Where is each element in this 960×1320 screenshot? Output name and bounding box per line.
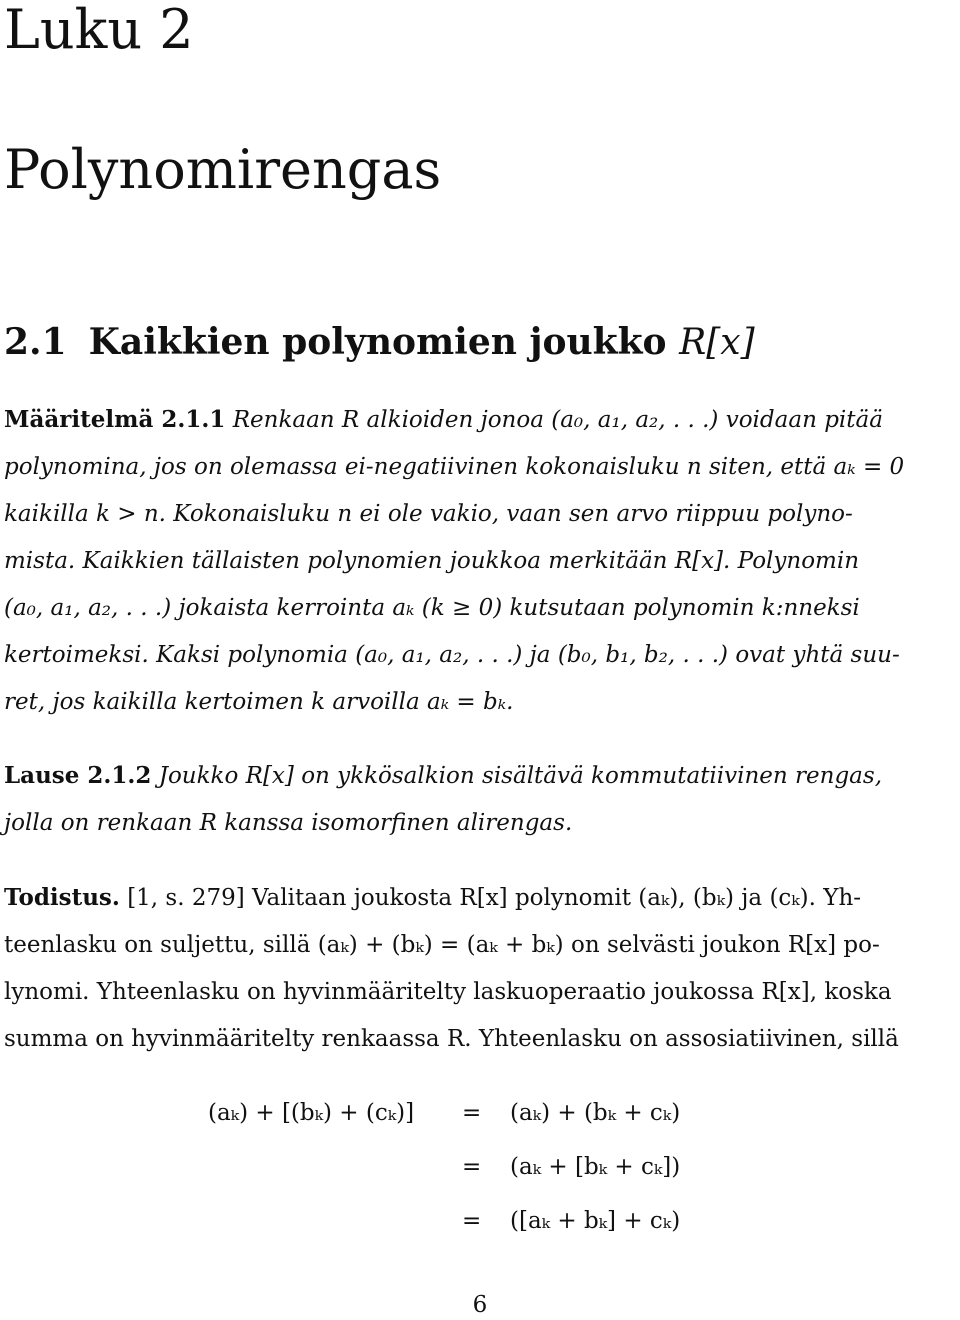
definition-text: Renkaan R alkioiden jonoa (a₀, a₁, a₂, . . .) voidaan pitää (225, 407, 883, 433)
equation-rhs: ([aₖ + bₖ] + cₖ) (510, 1208, 681, 1234)
definition-line: mista. Kaikkien tällaisten polynomien joukkoa merkitään R[x]. Polynomin (4, 548, 860, 574)
proof-line (4, 883, 861, 913)
proof-line: teenlasku on suljettu, sillä (aₖ) + (bₖ) = (aₖ + bₖ) on selvästi joukon R[x] po- (4, 932, 880, 958)
definition-line: polynomina, jos on olemassa ei-negatiivinen kokonaisluku n siten, että aₖ = 0 (4, 454, 905, 480)
chapter-title: Polynomirengas (4, 138, 442, 201)
equation-row (0, 1095, 960, 1131)
equation-lhs: (aₖ) + [(bₖ) + (cₖ)] (208, 1100, 415, 1126)
proof-line: summa on hyvinmääritelty renkaassa R. Yhteenlasku on assosiatiivinen, sillä (4, 1026, 899, 1052)
theorem-line: jolla on renkaan R kanssa isomorfinen alirengas. (4, 810, 573, 836)
equation-relation: = (462, 1208, 482, 1234)
page-number: 6 (472, 1292, 488, 1318)
equation-row (0, 1149, 960, 1185)
equation-row (0, 1203, 960, 1239)
chapter-label: Luku 2 (4, 0, 194, 61)
section-title: Kaikkien polynomien joukko (88, 321, 667, 363)
proof-text: [1, s. 279] Valitaan joukosta R[x] polynomit (aₖ), (bₖ) ja (cₖ). Yh- (119, 885, 862, 911)
equation-relation: = (462, 1154, 482, 1180)
equation-relation: = (462, 1100, 482, 1126)
theorem-text: Joukko R[x] on ykkösalkion sisältävä kommutatiivinen rengas, (151, 763, 883, 789)
definition-line: (a₀, a₁, a₂, . . .) jokaista kerrointa aₖ (k ≥ 0) kutsutaan polynomin k:nneksi (4, 595, 860, 621)
definition-line: kertoimeksi. Kaksi polynomia (a₀, a₁, a₂, . . .) ja (b₀, b₁, b₂, . . .) ovat yhtä suu- (4, 642, 900, 668)
equation-rhs: (aₖ) + (bₖ + cₖ) (510, 1100, 681, 1126)
section-symbol: R[x] (679, 322, 755, 363)
proof-label: Todistus. (4, 884, 120, 911)
definition-line: kaikilla k > n. Kokonaisluku n ei ole vakio, vaan sen arvo riippuu polyno- (4, 501, 853, 527)
definition-label: Määritelmä 2.1.1 (4, 406, 226, 433)
theorem-label: Lause 2.1.2 (4, 762, 152, 789)
equation-rhs: (aₖ + [bₖ + cₖ]) (510, 1154, 681, 1180)
definition-line (4, 405, 883, 435)
theorem-line (4, 761, 882, 791)
proof-line: lynomi. Yhteenlasku on hyvinmääritelty laskuoperaatio joukossa R[x], koska (4, 979, 892, 1005)
section-number: 2.1 (4, 321, 67, 363)
section-heading (4, 318, 755, 367)
definition-line: ret, jos kaikilla kertoimen k arvoilla aₖ = bₖ. (4, 689, 514, 715)
